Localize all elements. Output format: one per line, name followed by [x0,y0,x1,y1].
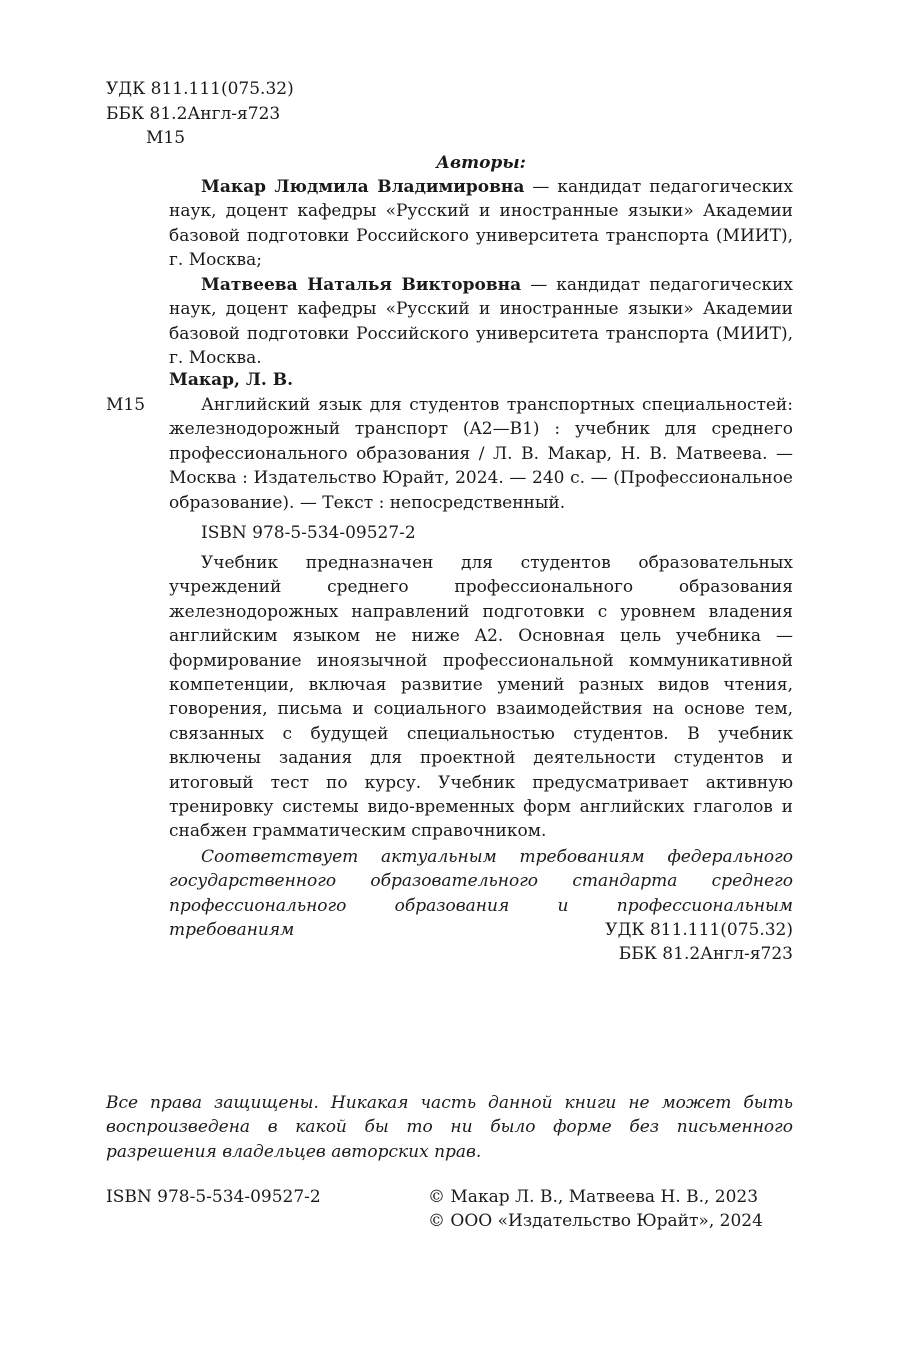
author-2-entry [169,273,793,371]
copyright-publisher: © ООО «Издательство Юрайт», 2024 [428,1211,763,1231]
author-1-name: Макар Людмила Владимировна [201,177,525,197]
rights-notice: Все права защищены. Никакая часть данной книги не может быть воспроизведена в какой бы то ни было форме без письменного разрешения владельцев авторских прав. [106,1093,793,1162]
author-2-name: Матвеева Наталья Викторовна [201,275,522,295]
standard-compliance-note: Соответствует актуальным требованиям федерального государственного образовательного стандарта среднего профессионального образования и профессиональным требованиям [169,847,793,941]
author-1-description: — кандидат педагогических наук, доцент кафедры «Русский и иностранные языки» Академии базовой подготовки Российского университета транспорта (МИИТ), г. Москва; [169,177,794,271]
author-1-entry [169,175,793,273]
bbk-code: ББК 81.2Англ-я723 [106,104,281,124]
author-mark: М15 [146,128,186,148]
authors-heading: Авторы: [436,153,526,173]
annotation-udk: УДК 811.111(075.32) [605,920,793,940]
annotation-bbk: ББК 81.2Англ-я723 [618,944,793,964]
annotation-text: Учебник предназначен для студентов образовательных учреждений среднего профессионального образования железнодорожных направлений подготовки с уровнем владения английским языком не ниже A2. Основная цель учебника — формирование иноязычной профессиональной коммуникативной компетенции, включая развитие умений разных видов чтения, говорения, письма и социального взаимодействия на основе тем, связанных с будущей специальностью студентов. В учебник включены задания для проектной деятельности студентов и итоговый тест по курсу. Учебник предусматривает активную тренировку системы видо-временных форм английских глаголов и снабжен грамматическим справочником. [169,553,793,842]
footer-isbn: ISBN 978-5-534-09527-2 [106,1187,321,1207]
catalog-bibliographic-description: Английский язык для студентов транспортных специальностей: железнодорожный транспорт (A2—B1) : учебник для среднего профессионального образования / Л. В. Макар, Н. В. Матвеева. — Москва : Издательство Юрайт, 2024. — 240 с. — (Профессиональное образование). — Текст : непосредственный. [169,395,793,513]
catalog-main-author: Макар, Л. В. [169,370,294,390]
catalog-isbn: ISBN 978-5-534-09527-2 [201,523,416,543]
copyright-authors: © Макар Л. В., Матвеева Н. В., 2023 [428,1187,759,1207]
catalog-mark: М15 [106,395,146,415]
udk-code: УДК 811.111(075.32) [106,79,294,99]
author-2-description: — кандидат педагогических наук, доцент кафедры «Русский и иностранные языки» Академии базовой подготовки Российского университета транспорта (МИИТ), г. Москва. [169,275,794,369]
